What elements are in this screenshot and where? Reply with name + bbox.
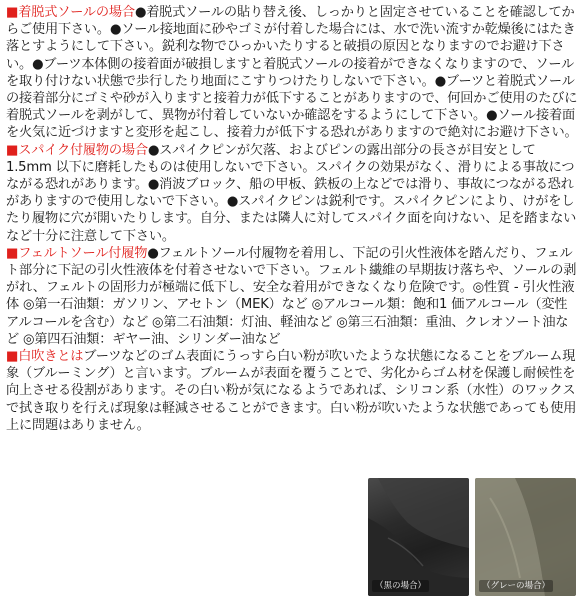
boot-black-image (368, 478, 469, 596)
section-body-white-bloom: ブーツなどのゴム表面にうっすら白い粉が吹いたような状態になることをブルーム現象（ブルーミング）と言います。ブルームが表面を覆うことで、劣化からゴム材を保護し耐候性を向上させる役割があります。その白い粉が気になるようであれば、シリコン系（水性）のワックスで拭き取りを行えば現象は軽減させることができます。白い粉が吹いたような状態であっても使用上に問題はありません。 (6, 349, 577, 433)
section-detachable-sole (6, 4, 580, 142)
section-title-white-bloom: ■白吹きとは (6, 349, 84, 365)
section-title-spike: ■スパイク付履物の場合 (6, 142, 148, 158)
section-spike (6, 142, 580, 245)
photo-gray-boot (475, 478, 576, 596)
section-body-detachable-sole: ●着脱式ソールの貼り替え後、しっかりと固定させていることを確認してからご使用下さい。●ソール接地面に砂やゴミが付着した場合には、水で洗い流すか乾燥後にはたき落とすようにして下さい。鋭利な物でひっかいたりすると破損の原因となりますのでお避け下さい。●ブーツ本体側の接着面が破損しますと着脱式ソールの接着ができなくなりますので、ソールを取り付けない状態で歩行したり地面にこすりつけたりしないで下さい。●ブーツと着脱式ソールの接着部分にゴミや砂が入りますと接着力が低下することがありますので、何回かご使用のたびに着脱式ソールを剥がして、異物が付着していないか確認をするようにして下さい。●ソール接着面を火気に近づけますと変形を起こし、接着力が低下する恐れがありますので絶対にお避け下さい。 (6, 5, 578, 141)
document-body (6, 4, 580, 434)
bloom-example-photos (368, 478, 576, 596)
photo-black-caption: （黒の場合） (372, 580, 429, 592)
boot-gray-image (475, 478, 576, 596)
photo-black-boot (368, 478, 469, 596)
section-white-bloom (6, 348, 580, 434)
section-title-felt-sole: ■フェルトソール付履物 (6, 245, 148, 261)
photo-gray-caption: （グレーの場合） (479, 580, 553, 592)
section-felt-sole (6, 245, 580, 348)
section-body-felt-sole: ●フェルトソール付履物を着用し、下記の引火性液体を踏んだり、フェルト部分に下記の引火性液体を付着させないで下さい。フェルト繊維の早期抜け落ちや、ソールの剥がれ、フェルトの固形力が極端に低下し、安全な着用ができなくなり危険です。◎性質 - 引火性液体 ◎第一石油類：ガソリン、アセトン（MEK）など ◎アルコール類：飽和1 価アルコール（変性アルコールを含む）など ◎第二石油類：灯油、軽油など ◎第三石油類：重油、クレオソート油など ◎第四石油類：ギヤー油、シリンダー油など (6, 245, 577, 347)
section-body-spike: ●スパイクピンが欠落、およびピンの露出部分の長さが目安として1.5mm 以下に磨耗したものは使用しないで下さい。スパイクの効果がなく、滑りによる事故につながる恐れがあります。●消波ブロック、船の甲板、鉄板の上などでは滑り、事故につながる恐れがありますので使用しないで下さい。●スパイクピンは鋭利です。スパイクピンにより、けがをしたり履物に穴が開いたりします。自分、または隣人に対してスパイク面を向けない、足を踏まないなど十分に注意して下さい。 (6, 142, 577, 244)
section-title-detachable-sole: ■着脱式ソールの場合 (6, 5, 135, 20)
